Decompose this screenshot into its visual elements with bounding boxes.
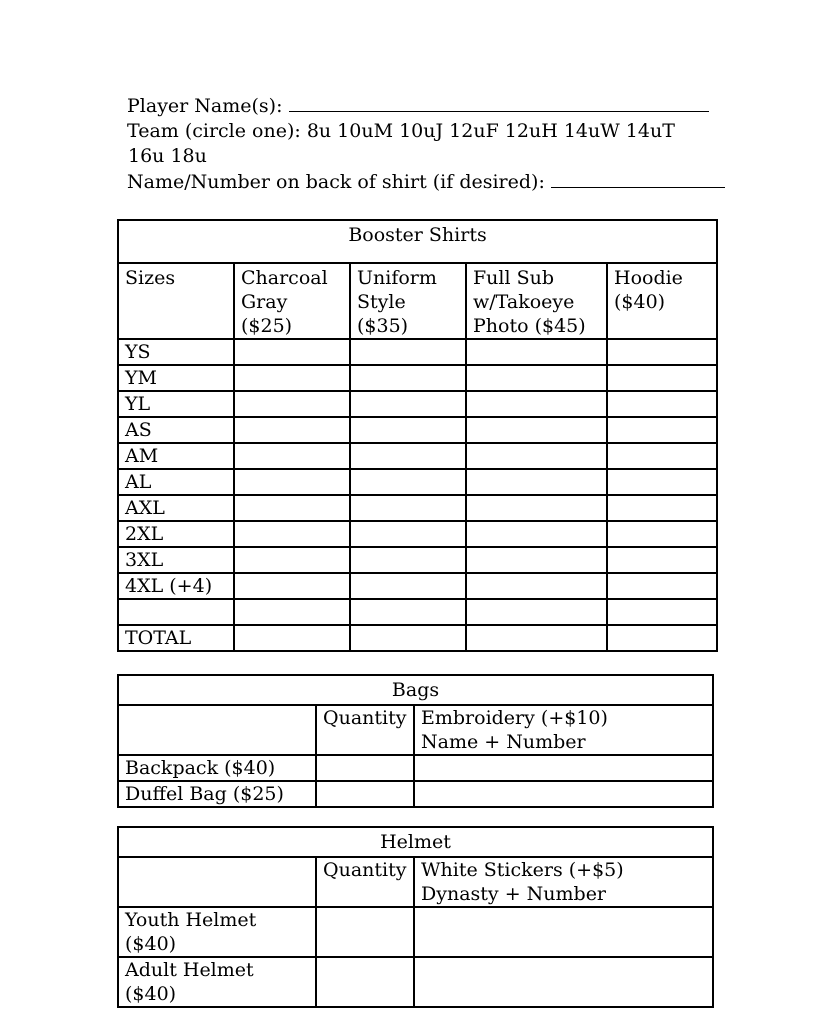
full-sub-quantity-cell[interactable] <box>466 443 607 469</box>
table-row <box>118 443 717 469</box>
charcoal-gray-quantity-cell[interactable] <box>234 365 350 391</box>
stickers-detail: Dynasty + Number <box>421 883 607 905</box>
bags-title: Bags <box>118 675 713 705</box>
bags-row-duffel: Duffel Bag ($25) <box>118 781 316 807</box>
table-row <box>118 573 717 599</box>
full-sub-quantity-cell[interactable] <box>466 391 607 417</box>
size-label: AM <box>118 443 234 469</box>
charcoal-gray-quantity-cell[interactable] <box>234 339 350 365</box>
uniform-style-quantity-cell[interactable] <box>350 521 466 547</box>
charcoal-gray-quantity-cell[interactable] <box>234 573 350 599</box>
booster-shirts-title: Booster Shirts <box>118 220 717 263</box>
uniform-style-quantity-cell[interactable] <box>350 625 466 651</box>
hoodie-quantity-cell[interactable] <box>607 417 717 443</box>
team-line-2 <box>127 144 717 169</box>
hoodie-quantity-cell[interactable] <box>607 365 717 391</box>
name-number-line <box>127 169 717 195</box>
uniform-style-quantity-cell[interactable] <box>350 469 466 495</box>
size-label: AXL <box>118 495 234 521</box>
team-line <box>127 119 717 144</box>
charcoal-gray-quantity-cell[interactable] <box>234 625 350 651</box>
name-number-blank[interactable] <box>551 169 725 188</box>
size-label: 2XL <box>118 521 234 547</box>
team-label: Team (circle one): 8u 10uM 10uJ 12uF 12uH 14uW 14uT <box>127 120 675 142</box>
backpack-embroidery-cell[interactable] <box>414 755 713 781</box>
hoodie-quantity-cell[interactable] <box>607 599 717 625</box>
full-sub-quantity-cell[interactable] <box>466 365 607 391</box>
player-name-line <box>127 93 717 119</box>
team-options-continued: 16u 18u <box>128 145 207 167</box>
charcoal-gray-quantity-cell[interactable] <box>234 547 350 573</box>
hoodie-quantity-cell[interactable] <box>607 547 717 573</box>
hoodie-quantity-cell[interactable] <box>607 625 717 651</box>
table-row <box>118 339 717 365</box>
charcoal-gray-quantity-cell[interactable] <box>234 599 350 625</box>
size-label <box>118 599 234 625</box>
player-name-label: Player Name(s): <box>127 95 283 117</box>
embroidery-detail: Name + Number <box>421 731 586 753</box>
column-header-full-sub: Full Sub w/Takoeye Photo ($45) <box>466 263 607 339</box>
uniform-style-quantity-cell[interactable] <box>350 443 466 469</box>
bags-header-item <box>118 705 316 755</box>
full-sub-quantity-cell[interactable] <box>466 625 607 651</box>
full-sub-quantity-cell[interactable] <box>466 573 607 599</box>
size-label: AS <box>118 417 234 443</box>
bags-table <box>117 674 714 808</box>
hoodie-quantity-cell[interactable] <box>607 495 717 521</box>
duffel-embroidery-cell[interactable] <box>414 781 713 807</box>
booster-shirts-table <box>117 219 718 652</box>
full-sub-quantity-cell[interactable] <box>466 469 607 495</box>
uniform-style-quantity-cell[interactable] <box>350 573 466 599</box>
size-label: YM <box>118 365 234 391</box>
table-row <box>118 547 717 573</box>
hoodie-quantity-cell[interactable] <box>607 391 717 417</box>
table-row <box>118 365 717 391</box>
charcoal-gray-quantity-cell[interactable] <box>234 469 350 495</box>
adult-helmet-quantity-cell[interactable] <box>316 957 414 1007</box>
hoodie-quantity-cell[interactable] <box>607 339 717 365</box>
table-row <box>118 391 717 417</box>
size-label: YS <box>118 339 234 365</box>
helmet-row-youth: Youth Helmet ($40) <box>118 907 316 957</box>
size-label: TOTAL <box>118 625 234 651</box>
stickers-label: White Stickers (+$5) <box>421 859 624 881</box>
uniform-style-quantity-cell[interactable] <box>350 417 466 443</box>
helmet-table <box>117 826 714 1008</box>
embroidery-label: Embroidery (+$10) <box>421 707 608 729</box>
bags-header-embroidery <box>414 705 713 755</box>
size-label: 3XL <box>118 547 234 573</box>
duffel-quantity-cell[interactable] <box>316 781 414 807</box>
helmet-title: Helmet <box>118 827 713 857</box>
full-sub-quantity-cell[interactable] <box>466 339 607 365</box>
uniform-style-quantity-cell[interactable] <box>350 391 466 417</box>
uniform-style-quantity-cell[interactable] <box>350 495 466 521</box>
charcoal-gray-quantity-cell[interactable] <box>234 391 350 417</box>
youth-helmet-stickers-cell[interactable] <box>414 907 713 957</box>
order-form-header <box>127 93 717 195</box>
hoodie-quantity-cell[interactable] <box>607 573 717 599</box>
helmet-row-adult: Adult Helmet ($40) <box>118 957 316 1007</box>
table-row <box>118 417 717 443</box>
adult-helmet-stickers-cell[interactable] <box>414 957 713 1007</box>
table-row <box>118 495 717 521</box>
charcoal-gray-quantity-cell[interactable] <box>234 521 350 547</box>
table-row <box>118 521 717 547</box>
uniform-style-quantity-cell[interactable] <box>350 547 466 573</box>
hoodie-quantity-cell[interactable] <box>607 443 717 469</box>
column-header-charcoal-gray: Charcoal Gray ($25) <box>234 263 350 339</box>
youth-helmet-quantity-cell[interactable] <box>316 907 414 957</box>
size-label: 4XL (+4) <box>118 573 234 599</box>
full-sub-quantity-cell[interactable] <box>466 521 607 547</box>
column-header-sizes: Sizes <box>118 263 234 339</box>
full-sub-quantity-cell[interactable] <box>466 417 607 443</box>
shirt-size-rows <box>118 339 717 651</box>
bags-row-backpack: Backpack ($40) <box>118 755 316 781</box>
size-label: YL <box>118 391 234 417</box>
table-row <box>118 625 717 651</box>
hoodie-quantity-cell[interactable] <box>607 521 717 547</box>
full-sub-quantity-cell[interactable] <box>466 495 607 521</box>
size-label: AL <box>118 469 234 495</box>
charcoal-gray-quantity-cell[interactable] <box>234 443 350 469</box>
helmet-header-stickers <box>414 857 713 907</box>
column-header-hoodie: Hoodie ($40) <box>607 263 717 339</box>
uniform-style-quantity-cell[interactable] <box>350 339 466 365</box>
table-row <box>118 469 717 495</box>
charcoal-gray-quantity-cell[interactable] <box>234 495 350 521</box>
backpack-quantity-cell[interactable] <box>316 755 414 781</box>
player-name-blank[interactable] <box>289 93 709 112</box>
full-sub-quantity-cell[interactable] <box>466 599 607 625</box>
charcoal-gray-quantity-cell[interactable] <box>234 417 350 443</box>
bags-header-quantity: Quantity <box>316 705 414 755</box>
uniform-style-quantity-cell[interactable] <box>350 365 466 391</box>
helmet-header-item <box>118 857 316 907</box>
table-row <box>118 599 717 625</box>
helmet-header-quantity: Quantity <box>316 857 414 907</box>
column-header-uniform-style: Uniform Style ($35) <box>350 263 466 339</box>
full-sub-quantity-cell[interactable] <box>466 547 607 573</box>
uniform-style-quantity-cell[interactable] <box>350 599 466 625</box>
name-number-label: Name/Number on back of shirt (if desired): <box>127 171 545 193</box>
hoodie-quantity-cell[interactable] <box>607 469 717 495</box>
